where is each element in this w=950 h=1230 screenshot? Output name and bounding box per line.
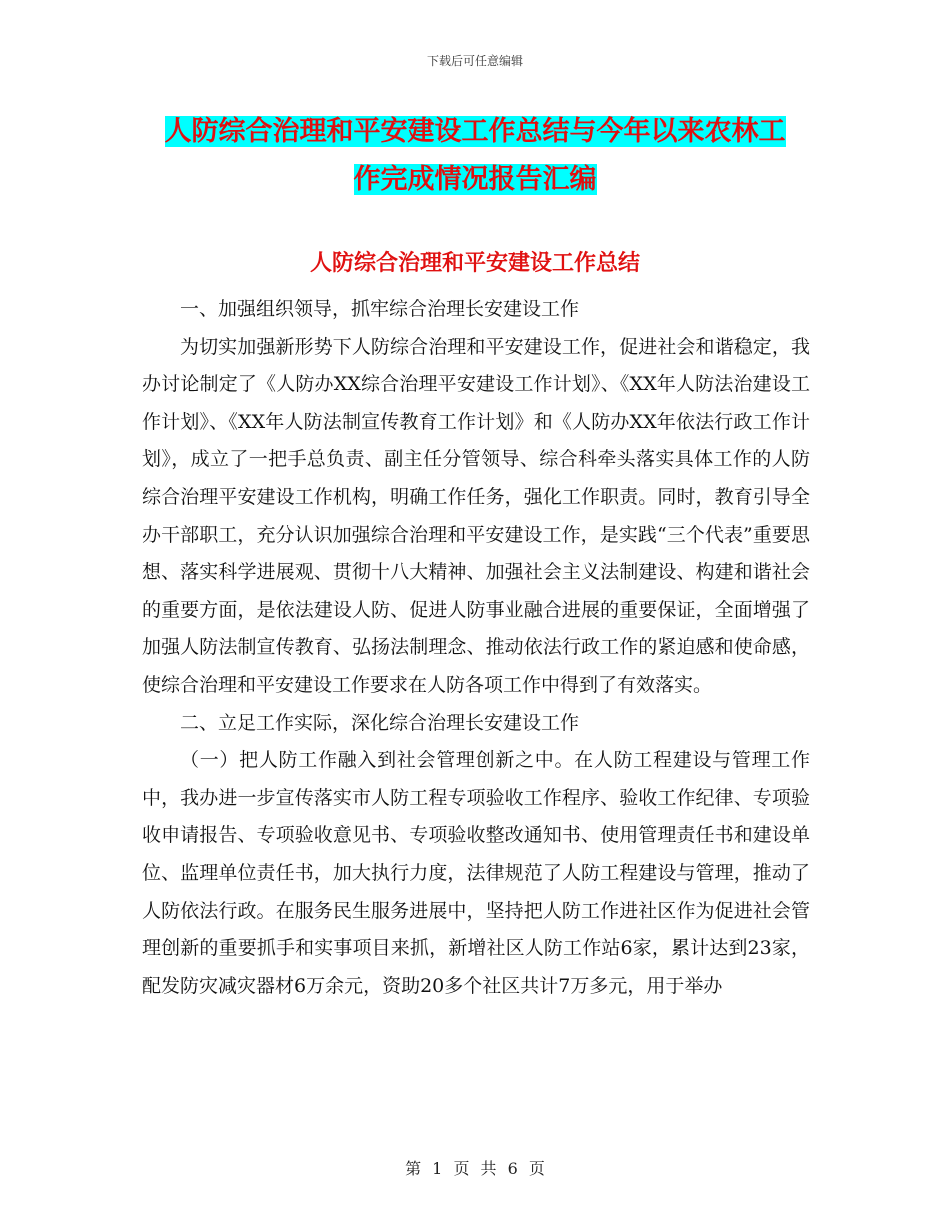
- document-title: [140, 108, 810, 204]
- paragraph: 为切实加强新形势下人防综合治理和平安建设工作，促进社会和谐稳定，我办讨论制定了《人防办XX综合治理平安建设工作计划》、《XX年人防法治建设工作计划》、《XX年人防法制宣传教育工作计划》和《人防办XX年依法行政工作计划》，成立了一把手总负责、副主任分管领导、综合科牵头落实具体工作的人防综合治理平安建设工作机构，明确工作任务，强化工作职责。同时，教育引导全办干部职工，充分认识加强综合治理和平安建设工作，是实践“三个代表”重要思想、落实科学进展观、贯彻十八大精神、加强社会主义法制建设、构建和谐社会的重要方面，是依法建设人防、促进人防事业融合进展的重要保证，全面增强了加强人防法制宣传教育、弘扬法制理念、推动依法行政工作的紧迫感和使命感，使综合治理和平安建设工作要求在人防各项工作中得到了有效落实。: [142, 335, 810, 696]
- page-number: 第 1 页 共 6 页: [405, 1159, 545, 1178]
- page-header-note: 下载后可任意编辑: [426, 54, 523, 68]
- paragraph: 二、立足工作实际，深化综合治理长安建设工作: [180, 711, 580, 734]
- paragraph: （一）把人防工作融入到社会管理创新之中。在人防工程建设与管理工作中，我办进一步宣传落实市人防工程专项验收工作程序、验收工作纪律、专项验收申请报告、专项验收意见书、专项验收整改通知书、使用管理责任书和建设单位、监理单位责任书，加大执行力度，法律规范了人防工程建设与管理，推动了人防依法行政。在服务民生服务进展中，坚持把人防工作进社区作为促进社会管理创新的重要抓手和实事项目来抓，新增社区人防工作站6家，累计达到23家，配发防灾减灾器材6万余元，资助20多个社区共计7万多元，用于举办: [142, 749, 810, 997]
- document-title-line1: 人防综合治理和平安建设工作总结与今年以来农林工: [164, 116, 786, 147]
- paragraph: 一、加强组织领导，抓牢综合治理长安建设工作: [180, 298, 580, 320]
- document-body: [142, 291, 810, 1005]
- section-title: 人防综合治理和平安建设工作总结: [309, 251, 640, 276]
- document-title-line2: 作完成情况报告汇编: [353, 164, 597, 195]
